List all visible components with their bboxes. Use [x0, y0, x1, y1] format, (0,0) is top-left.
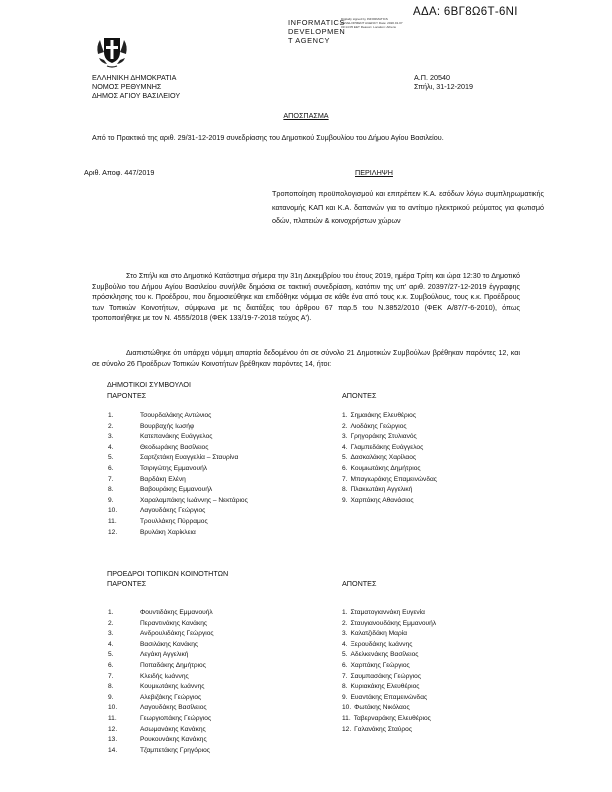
list-item: 10. Φωτάκης Νικόλαος	[342, 704, 410, 712]
list-item: 7. Κλειδής Ιωάννης	[108, 672, 189, 680]
header-line: ΝΟΜΟΣ ΡΕΘΥΜΝΗΣ	[92, 82, 162, 91]
header-line: ΕΛΛΗΝΙΚΗ ΔΗΜΟΚΡΑΤΙΑ	[92, 73, 177, 82]
list-item: 9. Αλεβιζάκης Γεώργιος	[108, 693, 202, 701]
list-item: 6. Τσιριγώτης Εμμανουήλ	[108, 464, 208, 472]
list-item: 6. Κουμιωτάκης Δημήτριος	[342, 464, 421, 472]
list-item: 3. Ανδρουλιδάκης Γεώργιος	[108, 630, 214, 638]
document-date: Σπήλι, 31-12-2019	[414, 82, 474, 91]
presidents-absent-list	[342, 608, 436, 735]
intro-paragraph: Από το Πρακτικό της αριθ. 29/31-12-2019 συνεδρίασης του Δημοτικού Συμβουλίου του Δήμου Αγίου Βασιλείου.	[92, 133, 444, 142]
list-item: 12. Ασωμανάκης Κανάκης	[108, 725, 206, 733]
presidents-heading: ΠΡΟΕΔΡΟΙ ΤΟΠΙΚΩΝ ΚΟΙΝΟΤΗΤΩΝ	[107, 569, 229, 578]
list-item: 8. Κουμιωτάκης Ιωάννης	[108, 683, 205, 691]
councillors-heading: ΔΗΜΟΤΙΚΟΙ ΣΥΜΒΟΥΛΟΙ	[107, 380, 191, 389]
list-item: 11. Γεωργιοπάκης Γεώργιος	[108, 714, 212, 722]
list-item: 11. Τρουλλάκης Πύρραμος	[108, 517, 208, 525]
list-item: 5. Λεγάκη Αγγελική	[108, 651, 189, 659]
councillors-present-label: ΠΑΡΟΝΤΕΣ	[107, 391, 147, 400]
protocol-block	[414, 73, 473, 91]
list-item: 6. Ποπαδάκης Δημήτριος	[108, 661, 206, 669]
greek-emblem-icon	[95, 32, 129, 68]
list-item: 2. Λιοδάκης Γεώργιος	[342, 422, 407, 430]
list-item: 8. Κυριακάκης Ελευθέριος	[342, 683, 420, 691]
list-item: 8. Πλακιωτάκη Αγγελική	[342, 486, 413, 494]
summary-text: Τροποποίηση προϋπολογισμού και επιτρέπειν Κ.Α. εσόδων λόγω συμπληρωματικής κατανομής ΚΑΠ και Κ.Α. δαπανών για το αντίτιμο ηλεκτρικού ρεύματος για φωτισμό οδών, πλατειών & κοινοχρήστων χώρων	[272, 189, 544, 225]
list-item: 5. Αδελκενάκης Βασίλειος	[342, 651, 419, 659]
presidents-present-list	[108, 608, 214, 756]
digital-signature-stamp	[288, 18, 406, 52]
list-item: 2. Σταυγιανουδάκης Εμμανουήλ	[342, 619, 437, 627]
list-item: 4. Ξερουδάκης Ιωάννης	[342, 640, 413, 648]
councillors-absent-list	[342, 411, 437, 506]
list-item: 4. Γλαμπεδάκης Ευάγγελος	[342, 443, 424, 451]
stamp-fine-print: Digitally signed by INFORMATICS DEVELOPMENT AGENCY Date: 2020.01.07 09:14:05 EET Reason: Location: Athens	[341, 17, 403, 29]
presidents-absent-label: ΑΠΟΝΤΕΣ	[342, 579, 377, 588]
issuer-header	[92, 73, 180, 100]
body-paragraph-1: Στο Σπήλι και στο Δημοτικό Κατάστημα σήμερα την 31η Δεκεμβρίου του έτους 2019, ημέρα Τρίτη και ώρα 12:30 το Δημοτικό Συμβούλιο του Δήμου Αγίου Βασιλείου συνήλθε δημόσια σε τακτική συνεδρίαση, κατόπιν της υπ' αριθ. 20397/27-12-2019 έγγραφης πρόσκλησης του κ. Προέδρου, που δημοσιεύθηκε και επιδόθηκε νόμιμα σε κάθε ένα από τους κ.κ. Συμβούλους, τους κ.κ. Προέδρους των Τοπικών Κοινοτήτων, σύμφωνα με τις διατάξεις του άρθρου 67 παρ.5 του Ν.3852/2010 (ΦΕΚ Α/87/7-6-2010), όπως τροποποιήθηκε με τον Ν. 4555/2018 (ΦΕΚ 133/19-7-2018 τεύχος Α').	[92, 271, 520, 323]
stamp-line: DEVELOPMEN	[288, 27, 346, 37]
list-item: 12. Γαλανάκης Σταύρος	[342, 725, 412, 733]
list-item: 2. Βουρβαχής Ιωσήφ	[108, 422, 195, 430]
list-item: 7. Μπαγιωράκης Επαμεινώνδας	[342, 475, 437, 483]
document-title: ΑΠΟΣΠΑΣΜΑ	[283, 111, 329, 120]
list-item: 5. Δασκαλάκης Χαρίλαος	[342, 454, 417, 462]
list-item: 1. Φουντιδάκης Εμμανουήλ	[108, 609, 213, 616]
list-item: 1. Σταματογιαννάκη Ευγενία	[342, 609, 425, 616]
header-line: ΔΗΜΟΣ ΑΓΙΟΥ ΒΑΣΙΛΕΙΟΥ	[92, 91, 181, 100]
list-item: 2. Περαντινάκης Κανάκης	[108, 619, 208, 627]
list-item: 10. Λαγουδάκης Γεώργιος	[108, 507, 206, 515]
list-item: 7. Σαυμπασάκης Γεώργιος	[342, 672, 421, 680]
decision-number: Αριθ. Αποφ. 447/2019	[84, 168, 155, 177]
list-item: 8. Βαβουράκης Εμμανουήλ	[108, 486, 213, 494]
ada-code: ΑΔΑ: 6ΒΓ8Ω6Τ-6ΝΙ	[413, 6, 518, 18]
list-item: 12. Βρυλάκη Χαρίκλεια	[108, 528, 196, 536]
list-item: 10. Λαγουδάκης Βασίλειος	[108, 704, 207, 712]
list-item: 4. Βασιλάκης Κανάκης	[108, 640, 199, 648]
list-item: 9. Ευαντάκης Επαμεινώνδας	[342, 693, 428, 701]
stamp-line: T AGENCY	[288, 36, 331, 46]
list-item: 13. Ρουκουνάκης Κανάκης	[108, 736, 207, 744]
stamp-line: INFORMATICS	[288, 18, 345, 27]
list-item: 3. Γρηγοράκης Στυλιανός	[342, 433, 417, 441]
councillors-present-list	[108, 411, 248, 538]
protocol-number: Α.Π. 20540	[414, 73, 450, 82]
list-item: 3. Κατεπανάκης Ευάγγελος	[108, 433, 213, 441]
councillors-absent-label: ΑΠΟΝΤΕΣ	[342, 391, 377, 400]
summary-label: ΠΕΡΙΛΗΨΗ	[355, 168, 393, 177]
list-item: 5. Σαρτζετάκη Ευαγγελία – Σταυρίνα	[108, 454, 239, 462]
list-item: 9. Χαρπάκης Αθανάσιος	[342, 496, 414, 504]
list-item: 1. Τσουρδαλάκης Αντώνιος	[108, 412, 212, 419]
list-item: 1. Σημαιάκης Ελευθέριος	[342, 412, 417, 419]
list-item: 14. Τζαμπετάκης Γρηγόριος	[108, 746, 210, 754]
presidents-present-label: ΠΑΡΟΝΤΕΣ	[107, 579, 147, 588]
list-item: 11. Ταβερναράκης Ελευθέριος	[342, 714, 431, 722]
body-paragraph-2: Διαπιστώθηκε ότι υπάρχει νόμιμη απαρτία δεδομένου ότι σε σύνολο 21 Δημοτικών Συμβούλων βρέθηκαν παρόντες 12, και σε σύνολο 26 Προέδρων Τοπικών Κοινοτήτων βρέθηκαν παρόντες 14, ήτοι:	[92, 348, 520, 368]
list-item: 7. Βαρδάκη Ελένη	[108, 475, 186, 483]
list-item: 9. Χαραλαμπάκης Ιωάννης – Νεκτάριος	[108, 496, 248, 504]
list-item: 6. Χαρπάκης Γεώργιος	[342, 661, 410, 669]
list-item: 3. Καλατζιδάκη Μαρία	[342, 630, 408, 638]
list-item: 4. Θεοδωράκης Βασίλειος	[108, 443, 209, 451]
